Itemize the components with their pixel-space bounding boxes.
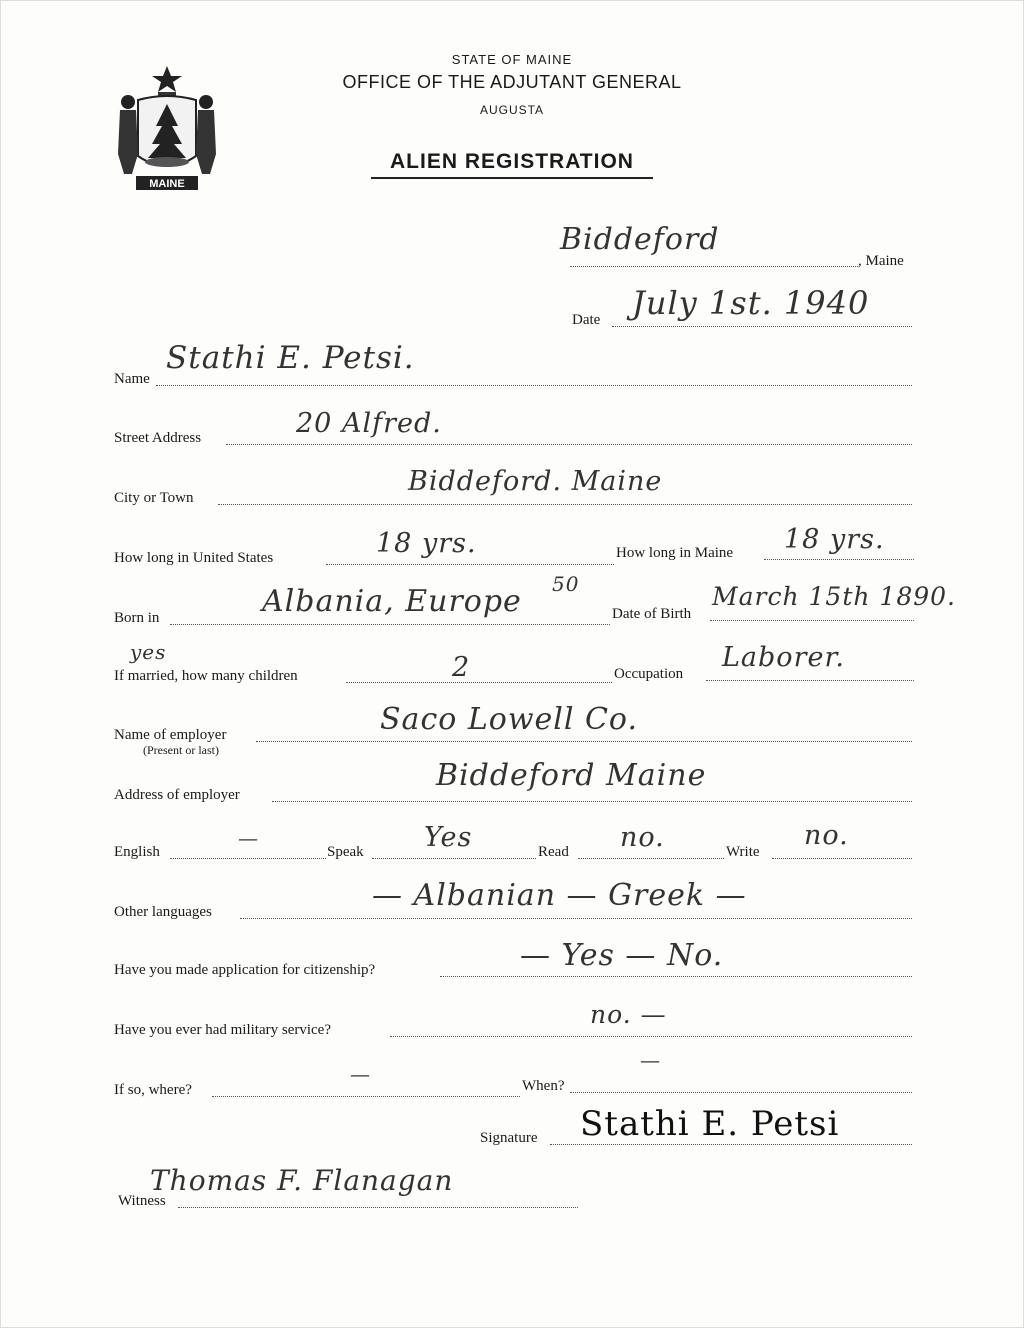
date-value: July 1st. 1940 <box>632 284 870 322</box>
read-line <box>578 858 724 859</box>
dob-value: March 15th 1890. <box>712 582 956 611</box>
signature-value: Stathi E. Petsi <box>580 1104 840 1144</box>
witness-value: Thomas F. Flanagan <box>150 1164 454 1197</box>
citizenship-line <box>440 976 912 977</box>
born-line <box>170 624 610 625</box>
children-value: 2 <box>452 652 471 683</box>
read-label: Read <box>538 844 569 860</box>
office-heading: OFFICE OF THE ADJUTANT GENERAL <box>342 72 682 92</box>
employer-line <box>256 741 912 742</box>
speak-value: Yes <box>424 822 473 853</box>
when-line <box>570 1092 912 1093</box>
place-suffix-label: , Maine <box>858 253 904 269</box>
military-line <box>390 1036 912 1037</box>
maine-duration-value: 18 yrs. <box>784 524 885 555</box>
other-languages-label: Other languages <box>114 904 212 920</box>
english-label: English <box>114 844 160 860</box>
us-duration-label: How long in United States <box>114 550 274 566</box>
witness-label: Witness <box>118 1193 166 1209</box>
city-line <box>218 504 912 505</box>
street-value: 20 Alfred. <box>296 408 442 439</box>
english-line <box>170 858 326 859</box>
title-underline <box>371 177 653 179</box>
state-heading: STATE OF MAINE <box>451 52 573 67</box>
english-value: — <box>238 826 259 850</box>
date-line <box>612 326 912 327</box>
city-heading: AUGUSTA <box>479 103 545 117</box>
us-duration-line <box>326 564 614 565</box>
svg-text:MAINE: MAINE <box>149 178 185 190</box>
born-value: Albania, Europe <box>262 584 522 619</box>
married-label: If married, how many children <box>114 668 298 684</box>
form-title: ALIEN REGISTRATION <box>390 150 634 173</box>
name-value: Stathi E. Petsi. <box>166 340 415 376</box>
city-value: Biddeford. Maine <box>408 466 663 497</box>
street-line <box>226 444 912 445</box>
street-label: Street Address <box>114 430 202 446</box>
maine-duration-line <box>764 559 914 560</box>
when-value: — <box>640 1048 661 1072</box>
other-languages-line <box>240 918 912 919</box>
city-label: City or Town <box>114 490 194 506</box>
us-duration-value: 18 yrs. <box>376 528 477 559</box>
occupation-label: Occupation <box>614 666 684 682</box>
dob-line <box>710 620 914 621</box>
name-label: Name <box>114 371 150 387</box>
military-label: Have you ever had military service? <box>114 1022 331 1038</box>
military-value: no. — <box>590 1000 667 1029</box>
read-value: no. <box>620 822 665 853</box>
write-line <box>772 858 912 859</box>
employer-address-line <box>272 801 912 802</box>
write-label: Write <box>726 844 760 860</box>
date-label: Date <box>572 312 601 328</box>
signature-label: Signature <box>480 1130 538 1146</box>
dob-label: Date of Birth <box>612 606 692 622</box>
employer-address-value: Biddeford Maine <box>436 758 707 793</box>
children-line <box>346 682 612 683</box>
where-line <box>212 1096 520 1097</box>
citizenship-value: — Yes — No. <box>520 938 724 973</box>
where-label: If so, where? <box>114 1082 192 1098</box>
witness-line <box>178 1207 578 1208</box>
born-label: Born in <box>114 610 160 626</box>
employer-sublabel: (Present or last) <box>143 743 219 757</box>
when-label: When? <box>522 1078 565 1094</box>
speak-line <box>372 858 536 859</box>
other-languages-value: — Albanian — Greek — <box>372 878 747 913</box>
occupation-line <box>706 680 914 681</box>
speak-label: Speak <box>327 844 364 860</box>
write-value: no. <box>804 820 849 851</box>
signature-line <box>550 1144 912 1145</box>
citizenship-label: Have you made application for citizenship? <box>114 962 376 978</box>
maine-duration-label: How long in Maine <box>616 545 734 561</box>
employer-label: Name of employer <box>114 727 227 743</box>
occupation-value: Laborer. <box>722 642 845 673</box>
place-value: Biddeford <box>560 222 720 257</box>
employer-address-label: Address of employer <box>114 787 240 803</box>
where-value: — <box>350 1062 371 1086</box>
place-line <box>570 266 858 267</box>
married-note: yes <box>130 640 167 664</box>
employer-value: Saco Lowell Co. <box>380 702 639 737</box>
name-line <box>156 385 912 386</box>
born-note: 50 <box>552 572 580 596</box>
